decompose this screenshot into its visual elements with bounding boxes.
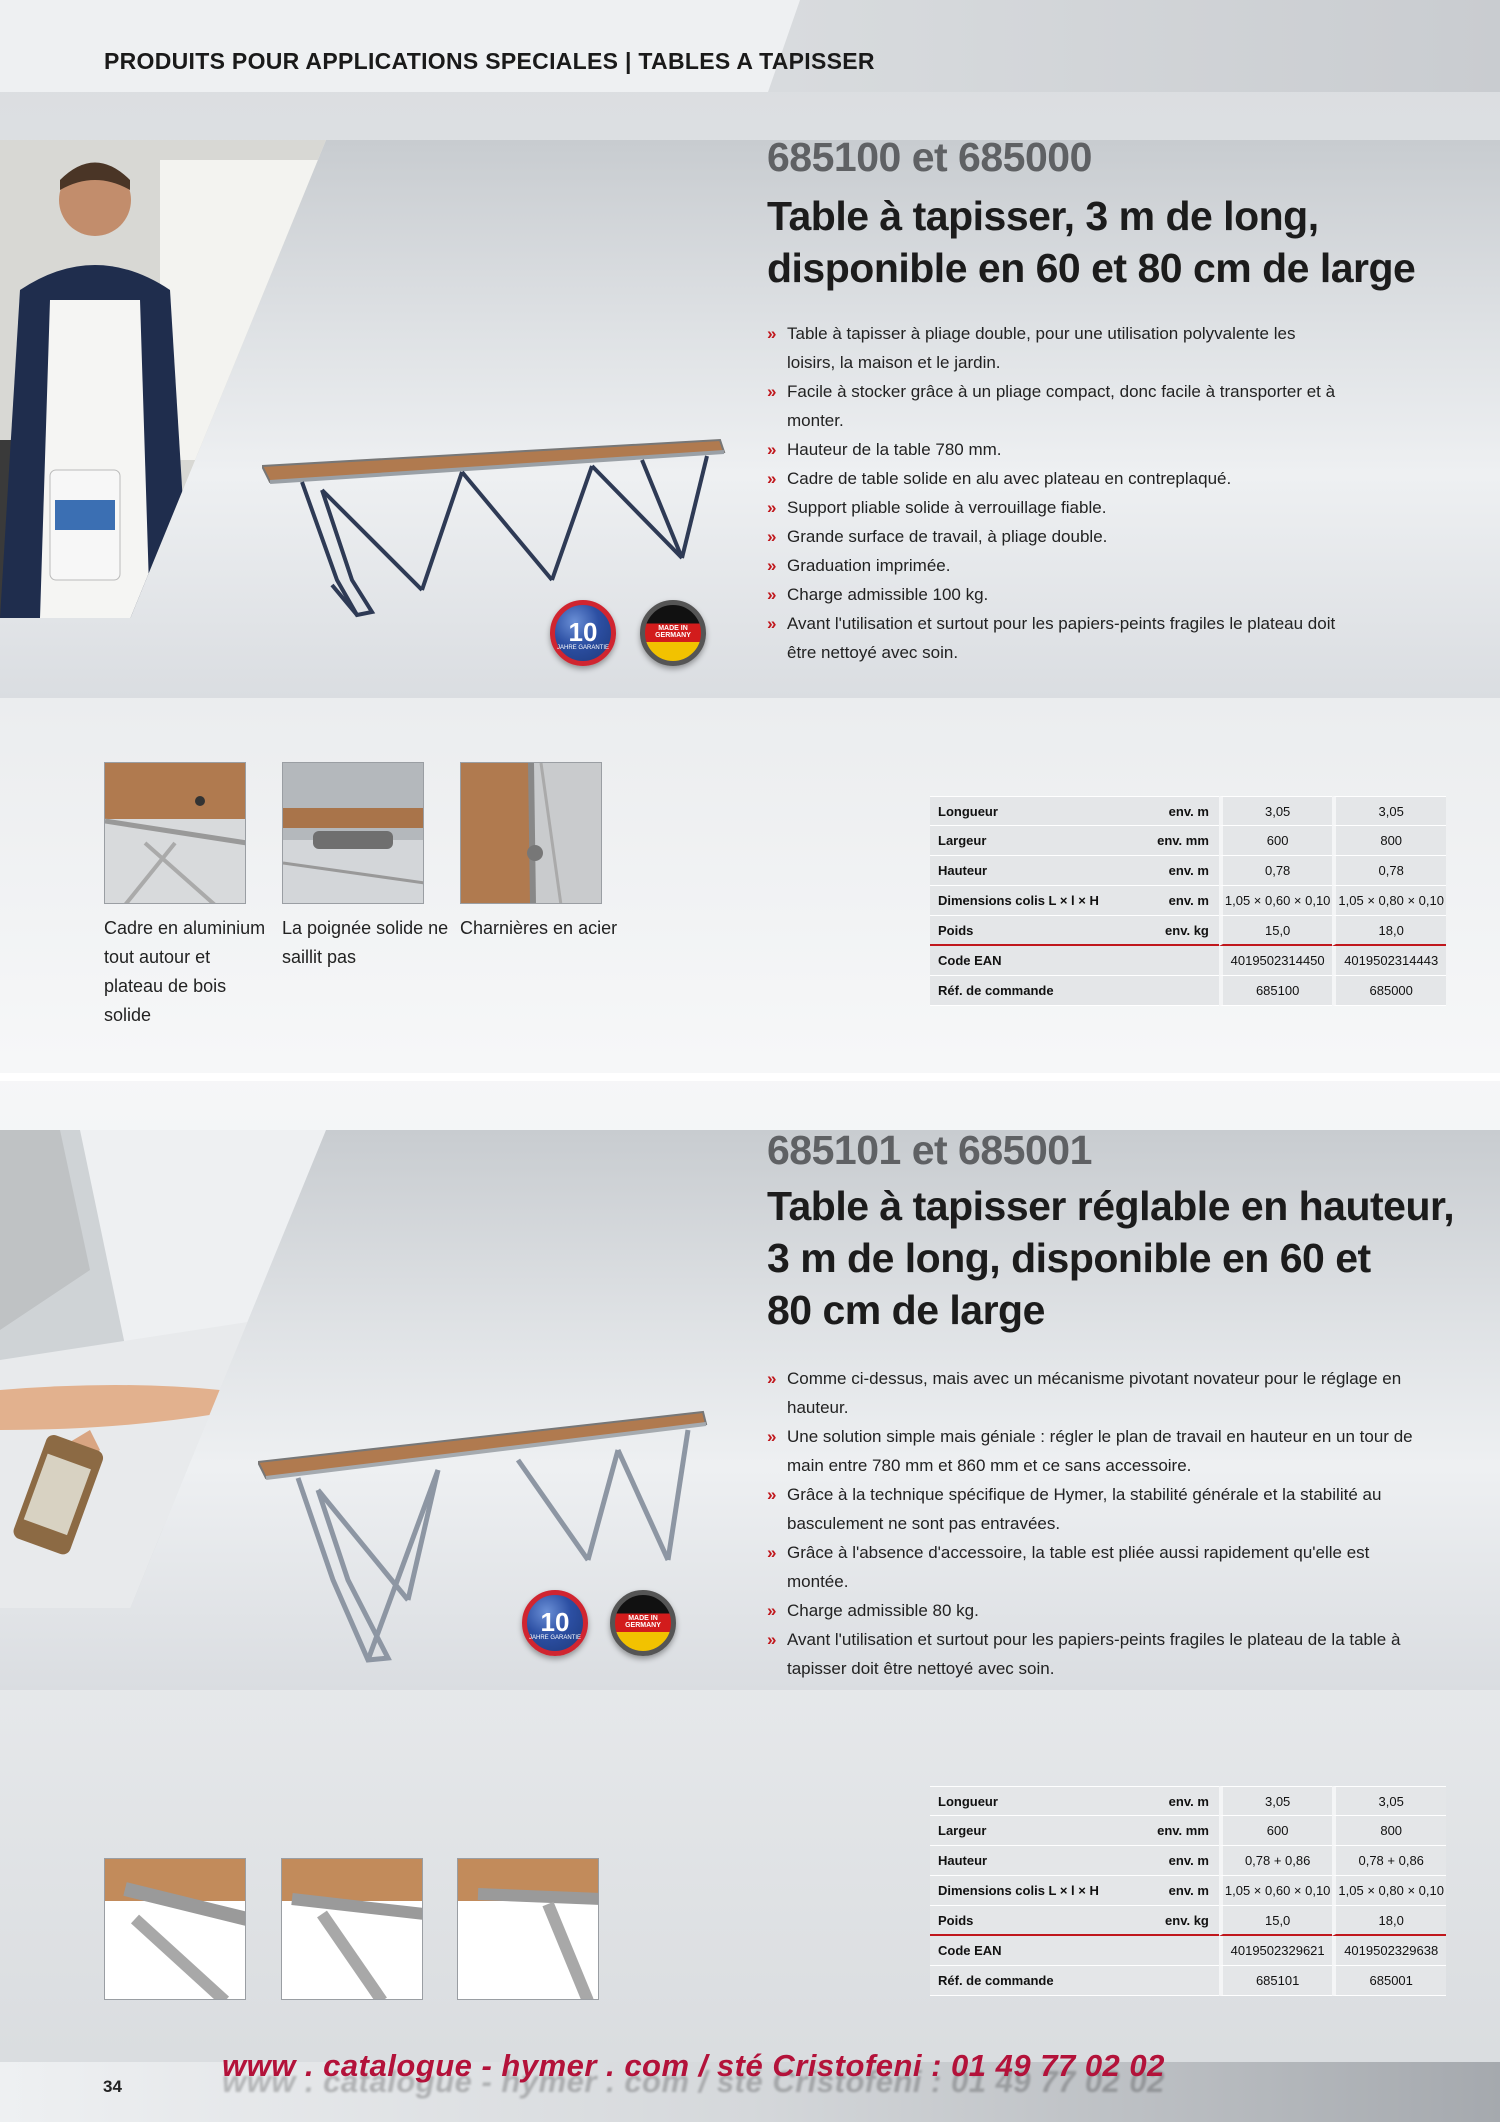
product1-spec-table [930, 796, 1446, 1006]
spec-label: Longueur [930, 1786, 1107, 1816]
made-in-germany-badge-icon: MADE IN GERMANY [640, 600, 706, 666]
spec-unit: env. kg [1107, 916, 1219, 946]
product2-spec-table [930, 1786, 1446, 1996]
thumbnail-caption: Charnières en acier [460, 918, 618, 938]
feature-item: » Charge admissible 80 kg. [767, 1596, 1427, 1625]
spec-row [930, 946, 1446, 976]
thumbnail-caption: La poignée solide ne saillit pas [282, 918, 449, 967]
spec-label: Longueur [930, 796, 1107, 826]
spec-value-b: 685001 [1332, 1966, 1446, 1996]
feature-item: » Hauteur de la table 780 mm. [767, 435, 1347, 464]
spec-label: Dimensions colis L × l × H [930, 1876, 1107, 1906]
made-in-germany-badge-icon: MADE IN GERMANY [610, 1590, 676, 1656]
spec-value-b: 4019502314443 [1332, 946, 1446, 976]
feature-item: » Table à tapisser à pliage double, pour une utilisation polyvalente les loisirs, la maison et le jardin. [767, 319, 1347, 377]
spec-unit: env. kg [1107, 1906, 1219, 1936]
feature-item: » Grâce à la technique spécifique de Hymer, la stabilité générale et la stabilité au basculement ne sont pas entravées. [767, 1480, 1427, 1538]
spec-value-b: 18,0 [1332, 1906, 1446, 1936]
spec-label: Réf. de commande [930, 976, 1107, 1006]
product2-number: 685101 et 685001 [767, 1127, 1092, 1173]
thumbnail-aluminium-frame [104, 762, 246, 904]
spec-unit: env. mm [1107, 1816, 1219, 1846]
product1-title: Table à tapisser, 3 m de long, disponible en 60 et 80 cm de large [767, 193, 1416, 291]
feature-item: » Graduation imprimée. [767, 551, 1347, 580]
product1-features [767, 319, 1347, 667]
spec-value-a: 685100 [1219, 976, 1333, 1006]
spec-unit: env. m [1107, 1846, 1219, 1876]
spec-label: Largeur [930, 826, 1107, 856]
spec-unit: env. m [1107, 1876, 1219, 1906]
spec-value-b: 0,78 [1332, 856, 1446, 886]
feature-item: » Grande surface de travail, à pliage double. [767, 522, 1347, 551]
spec-label: Largeur [930, 1816, 1107, 1846]
spec-value-a: 4019502329621 [1219, 1936, 1333, 1966]
spec-label: Code EAN [930, 946, 1107, 976]
spec-unit: env. m [1107, 886, 1219, 916]
spec-value-b: 3,05 [1332, 796, 1446, 826]
spec-unit [1107, 1936, 1219, 1966]
spec-value-a: 0,78 [1219, 856, 1333, 886]
spec-unit: env. m [1107, 856, 1219, 886]
spec-value-a: 15,0 [1219, 1906, 1333, 1936]
spec-label: Dimensions colis L × l × H [930, 886, 1107, 916]
spec-value-a: 15,0 [1219, 916, 1333, 946]
spec-value-b: 3,05 [1332, 1786, 1446, 1816]
spec-row [930, 1876, 1446, 1906]
spec-row [930, 1906, 1446, 1936]
spec-unit [1107, 946, 1219, 976]
spec-label: Poids [930, 916, 1107, 946]
feature-item: » Avant l'utilisation et surtout pour les papiers-peints fragiles le plateau de la table à tapisser doit être nettoyé avec soin. [767, 1625, 1427, 1683]
guarantee-badge-icon: 10 JAHRE GARANTIE [522, 1590, 588, 1656]
spec-value-b: 0,78 + 0,86 [1332, 1846, 1446, 1876]
spec-value-a: 4019502314450 [1219, 946, 1333, 976]
feature-item: » Une solution simple mais géniale : régler le plan de travail en hauteur en un tour de main entre 780 mm et 860 mm et ce sans accessoire. [767, 1422, 1427, 1480]
feature-item: » Avant l'utilisation et surtout pour les papiers-peints fragiles le plateau doit être nettoyé avec soin. [767, 609, 1347, 667]
spec-unit: env. mm [1107, 826, 1219, 856]
product2-title: Table à tapisser réglable en hauteur, 3 m de long, disponible en 60 et 80 cm de large [767, 1183, 1455, 1333]
spec-value-b: 4019502329638 [1332, 1936, 1446, 1966]
feature-item: » Support pliable solide à verrouillage fiable. [767, 493, 1347, 522]
spec-value-b: 685000 [1332, 976, 1446, 1006]
thumbnail-hinges [460, 762, 602, 904]
spec-value-b: 1,05 × 0,80 × 0,10 [1332, 1876, 1446, 1906]
feature-item: » Charge admissible 100 kg. [767, 580, 1347, 609]
spec-value-b: 18,0 [1332, 916, 1446, 946]
product1-table-image [262, 430, 732, 630]
spec-value-b: 800 [1332, 1816, 1446, 1846]
thumbnail-hinge-detail [104, 1858, 246, 2000]
spec-value-b: 1,05 × 0,80 × 0,10 [1332, 886, 1446, 916]
header-band [0, 0, 1500, 92]
spec-row [930, 1786, 1446, 1816]
spec-row [930, 1936, 1446, 1966]
thumbnail-hinge-detail [457, 1858, 599, 2000]
product2-features [767, 1364, 1427, 1683]
spec-row [930, 796, 1446, 826]
spec-row [930, 1816, 1446, 1846]
product1-number: 685100 et 685000 [767, 134, 1092, 180]
spec-row [930, 1966, 1446, 1996]
spec-unit [1107, 1966, 1219, 1996]
spec-value-a: 3,05 [1219, 1786, 1333, 1816]
thumbnail-caption: Cadre en aluminium tout autour et plateau de bois solide [104, 918, 266, 1025]
thumbnail-hinge-detail [281, 1858, 423, 2000]
spec-value-a: 0,78 + 0,86 [1219, 1846, 1333, 1876]
spec-value-a: 1,05 × 0,60 × 0,10 [1219, 1876, 1333, 1906]
guarantee-badge-icon: 10 JAHRE GARANTIE [550, 600, 616, 666]
thumbnail-handle [282, 762, 424, 904]
feature-item: » Cadre de table solide en alu avec plateau en contreplaqué. [767, 464, 1347, 493]
spec-value-a: 3,05 [1219, 796, 1333, 826]
spec-label: Réf. de commande [930, 1966, 1107, 1996]
spec-value-a: 600 [1219, 826, 1333, 856]
page-number: 34 [103, 2077, 122, 2096]
spec-row [930, 916, 1446, 946]
header-tab [0, 0, 800, 92]
footer-contact-link[interactable]: www . catalogue - hymer . com / sté Cristofeni : 01 49 77 02 02 [222, 2048, 1165, 2083]
spec-value-a: 600 [1219, 1816, 1333, 1846]
spec-row [930, 886, 1446, 916]
spec-label: Hauteur [930, 1846, 1107, 1876]
spec-value-b: 800 [1332, 826, 1446, 856]
spec-value-a: 1,05 × 0,60 × 0,10 [1219, 886, 1333, 916]
spec-row [930, 856, 1446, 886]
feature-item: » Facile à stocker grâce à un pliage compact, donc facile à transporter et à monter. [767, 377, 1347, 435]
spec-unit: env. m [1107, 1786, 1219, 1816]
spec-label: Hauteur [930, 856, 1107, 886]
spec-label: Code EAN [930, 1936, 1107, 1966]
spec-unit [1107, 976, 1219, 1006]
section-divider [0, 1073, 1500, 1081]
spec-value-a: 685101 [1219, 1966, 1333, 1996]
spec-row [930, 826, 1446, 856]
spec-row [930, 1846, 1446, 1876]
feature-item: » Comme ci-dessus, mais avec un mécanisme pivotant novateur pour le réglage en hauteur. [767, 1364, 1427, 1422]
spec-label: Poids [930, 1906, 1107, 1936]
spec-unit: env. m [1107, 796, 1219, 826]
feature-item: » Grâce à l'absence d'accessoire, la table est pliée aussi rapidement qu'elle est montée. [767, 1538, 1427, 1596]
spec-row [930, 976, 1446, 1006]
section-header: PRODUITS POUR APPLICATIONS SPECIALES | TABLES A TAPISSER [104, 48, 875, 74]
